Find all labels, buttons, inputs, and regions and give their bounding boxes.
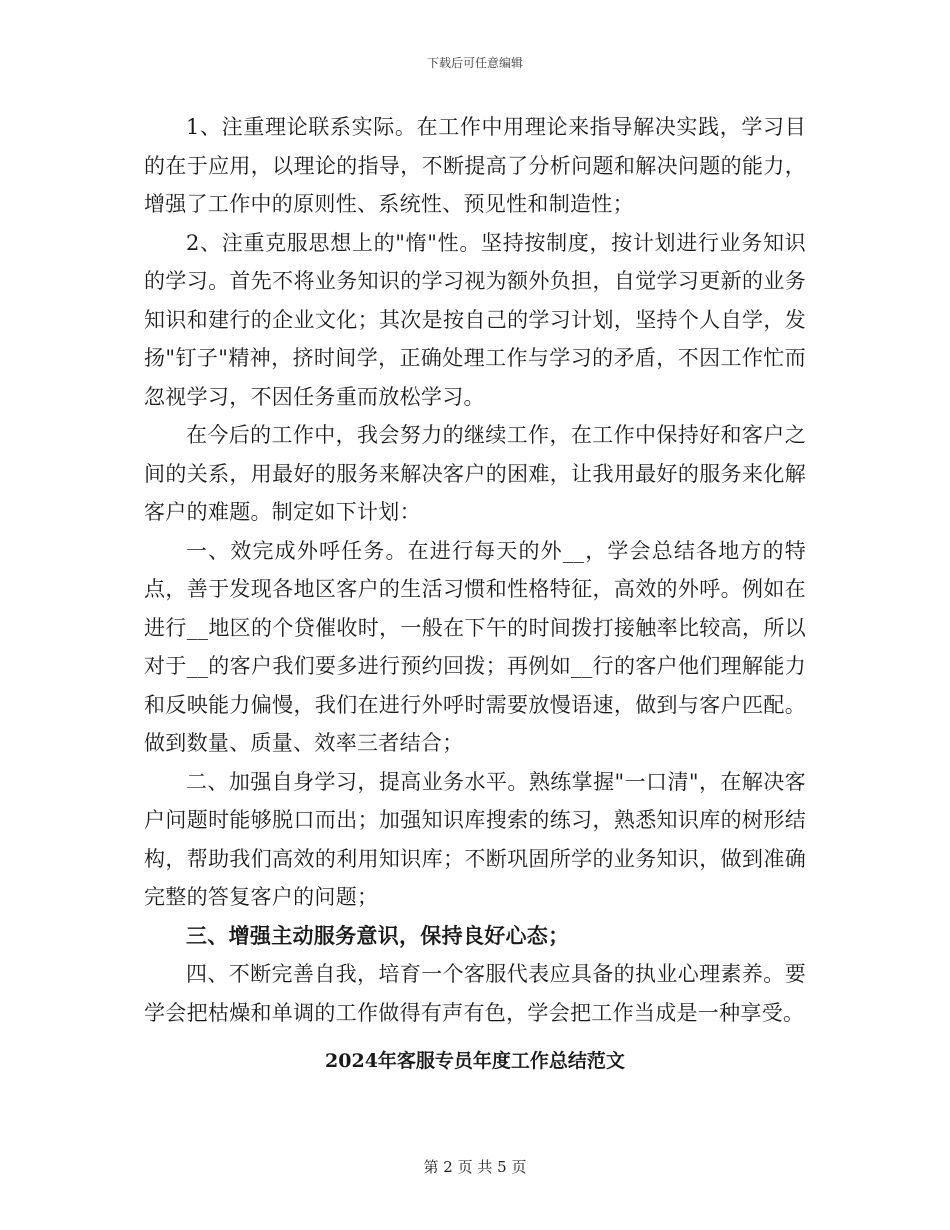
paragraph-plan-self-study: 二、加强自身学习，提高业务水平。熟练掌握"一口清"，在解决客户问题时能够脱口而出；加强知识库搜索的练习，熟悉知识库的树形结构，帮助我们高效的利用知识库；不断巩固所学的业务知识，做到准确完整的答复客户的问题； [144, 769, 806, 909]
page-number: 第 2 页 共 5 页 [423, 1158, 527, 1176]
paragraph-overcome-laziness: 2、注重克服思想上的"惰"性。坚持按制度，按计划进行业务知识的学习。首先不将业务知识的学习视为额外负担，自觉学习更新的业务知识和建行的企业文化；其次是按自己的学习计划，坚持个人自学，发扬"钉子"精神，挤时间学，正确处理工作与学习的矛盾，不因工作忙而忽视学习，不因任务重而放松学习。 [144, 230, 806, 409]
paragraph-plan-self-improvement: 四、不断完善自我，培育一个客服代表应具备的执业心理素养。要学会把枯燥和单调的工作做得有声有色，学会把工作当成是一种享受。 [144, 962, 806, 1025]
paragraph-plan-outbound-calls: 一、效完成外呼任务。在进行每天的外__，学会总结各地方的特点，善于发现各地区客户的生活习惯和性格特征，高效的外呼。例如在进行__地区的个贷催收时，一般在下午的时间拨打接触率比较高，所以对于__的客户我们要多进行预约回拨；再例如__行的客户他们理解能力和反映能力偏慢，我们在进行外呼时需要放慢语速，做到与客户匹配。做到数量、质量、效率三者结合； [144, 538, 806, 755]
paragraph-theory-practice: 1、注重理论联系实际。在工作中用理论来指导解决实践，学习目的在于应用，以理论的指导，不断提高了分析问题和解决问题的能力，增强了工作中的原则性、系统性、预见性和制造性； [144, 115, 806, 216]
page-header: 下载后可任意编辑 [426, 56, 523, 70]
document-body [144, 108, 806, 1080]
paragraph-future-plan-intro: 在今后的工作中，我会努力的继续工作，在工作中保持好和客户之间的关系，用最好的服务来解决客户的困难，让我用最好的服务来化解客户的难题。制定如下计划： [144, 423, 806, 524]
paragraph-plan-service-awareness: 三、增强主动服务意识，保持良好心态； [186, 922, 570, 948]
section-title: 2024年客服专员年度工作总结范文 [325, 1050, 625, 1072]
